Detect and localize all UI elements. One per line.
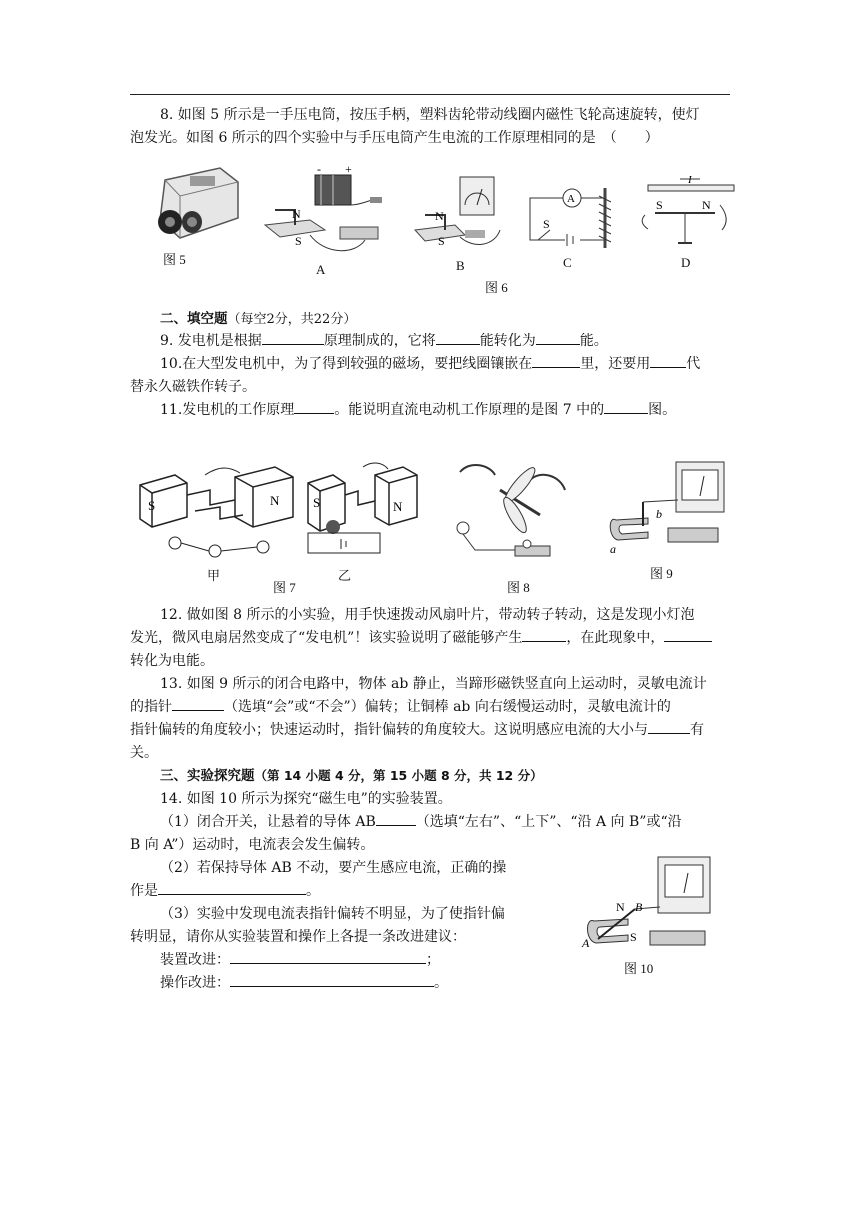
q12-blank-2[interactable] (664, 627, 712, 642)
q14-operation-blank[interactable] (230, 972, 434, 987)
q14-part2: （2）若保持导体 AB 不动，要产生感应电流，正确的操 (160, 860, 507, 876)
figure6-caption: 图 6 (485, 280, 508, 295)
figure6-d-diagram (640, 175, 740, 255)
figure7-yi-diagram (303, 455, 423, 565)
section3-heading (160, 765, 543, 787)
q11-blank-1[interactable] (294, 399, 334, 414)
header-rule (130, 94, 730, 95)
q11-text-a: 11.发电机的工作原理 (160, 402, 295, 418)
q14-part2-line2 (130, 880, 320, 902)
q13-text-a: 的指针 (130, 699, 172, 715)
q9-blank-2[interactable] (436, 330, 480, 345)
q10-text-c: 代 (686, 356, 701, 372)
q13-text-c: 指针偏转的角度较小；快速运动时，指针偏转的角度较大。这说明感应电流的大小与 (130, 722, 648, 738)
q14-p1-text-b: （选填“左右”、“上下”、“沿 A 向 B”或“沿 (415, 814, 682, 830)
q9-text-b: 原理制成的，它将 (323, 333, 436, 349)
figure10-caption: 图 10 (624, 961, 654, 976)
q11-text-b: 。能说明直流电动机工作原理的是图 7 中的 (334, 402, 605, 418)
q9-blank-3[interactable] (536, 330, 580, 345)
q14-blank-1[interactable] (376, 811, 416, 826)
q13-blank-2[interactable] (648, 719, 690, 734)
figure7-jia-diagram (135, 455, 300, 565)
q13-line2 (130, 696, 671, 718)
figure10-s: S (630, 930, 637, 944)
q10-text-b: 里，还要用 (580, 356, 651, 372)
q14-part3-line2: 转明显，请你从实验装置和操作上各提一条改进建议： (130, 929, 466, 945)
q11-text-c: 图。 (648, 402, 677, 418)
section2-title: 二、填空题 (160, 311, 228, 327)
q10-line2: 替永久磁铁作转子。 (130, 379, 256, 395)
q11-blank-2[interactable] (604, 399, 648, 414)
q14-p2-text-c: 。 (306, 883, 320, 899)
figure7-yi-n: N (393, 499, 403, 514)
q11-line (160, 399, 676, 421)
figure8-fan-diagram (445, 460, 575, 575)
figure7-caption: 图 7 (273, 580, 296, 595)
figure6-a-plus: + (345, 162, 352, 176)
q14-part1-line2: B 向 A”）运动时，电流表会发生偏转。 (130, 837, 375, 853)
q12-blank-1[interactable] (522, 627, 566, 642)
figure7-yi-label: 乙 (338, 568, 352, 583)
q13-text-d: 有 (690, 722, 704, 738)
figure6-a-minus: - (317, 162, 321, 176)
q14-device-end: ； (426, 952, 440, 968)
figure6-b-s: S (438, 234, 445, 248)
q13-text-b: （选填“会”或“不会”）偏转；让铜棒 ab 向右缓慢运动时，灵敏电流计的 (224, 699, 671, 715)
section2-heading (160, 308, 356, 331)
figure10-b: B (635, 900, 643, 914)
figure7-jia-label: 甲 (207, 568, 221, 583)
figure6-label-d: D (681, 255, 691, 270)
q14-part1 (160, 811, 682, 833)
q14-part3: （3）实验中发现电流表指针偏转不明显，为了使指针偏 (160, 906, 505, 922)
figure7-yi-s: S (313, 495, 321, 510)
q8-line2: 泡发光。如图 6 所示的四个实验中与手压电筒产生电流的工作原理相同的是 （ ） (130, 130, 659, 146)
figure6-label-a: A (316, 262, 326, 277)
q12-text-b: ，在此现象中， (566, 630, 665, 646)
q14-operation-label: 操作改进： (160, 975, 230, 991)
q14-device-label: 装置改进： (160, 952, 230, 968)
figure10-n: N (616, 900, 625, 914)
figure6-label-b: B (456, 258, 465, 273)
section3-title: 三、实验探究题 (160, 768, 255, 784)
figure9-caption: 图 9 (650, 566, 673, 581)
q14-operation-end: 。 (434, 975, 448, 991)
figure10-diagram (580, 855, 720, 955)
figure10-a: A (582, 936, 590, 950)
figure6-c-s: S (543, 217, 550, 231)
q9-blank-1[interactable] (262, 330, 324, 345)
figure7-jia-s: S (148, 498, 156, 513)
figure6-b-diagram (410, 175, 520, 255)
figure9-label-b: b (656, 507, 662, 521)
figure7-jia-n: N (270, 493, 280, 508)
figure6-a-s: S (295, 234, 302, 248)
q9-line (160, 330, 608, 352)
q12-line3: 转化为电能。 (130, 653, 214, 669)
figure9-label-a: a (610, 542, 616, 556)
figure6-d-current: I (688, 174, 692, 186)
figure6-d-s: S (656, 198, 663, 212)
q9-text-d: 能。 (579, 333, 608, 349)
q9-text-c: 能转化为 (479, 333, 536, 349)
figure6-label-c: C (563, 255, 572, 270)
figure6-a-n: N (292, 207, 301, 221)
section2-note: （每空2分，共22分） (227, 312, 357, 327)
q14-operation-line (160, 972, 448, 994)
q13-line3 (130, 719, 704, 741)
q10-text-a: 10.在大型发电机中，为了得到较强的磁场，要把线圈镶嵌在 (160, 356, 533, 372)
q14-blank-2[interactable] (158, 880, 306, 895)
figure6-d-n: N (702, 198, 711, 212)
q12-text-a: 发光，微风电扇居然变成了“发电机”！该实验说明了磁能够产生 (130, 630, 523, 646)
q9-text-a: 9. 发电机是根据 (160, 333, 262, 349)
q10-blank-2[interactable] (650, 353, 686, 368)
section3-note: （第 14 小题 4 分，第 15 小题 8 分，共 12 分） (254, 768, 543, 783)
figure6-c-ammeter: A (567, 193, 575, 205)
q13-line4: 关。 (130, 745, 158, 761)
figure5-flashlight (150, 160, 245, 250)
q13-blank-1[interactable] (172, 696, 224, 711)
q14-device-blank[interactable] (230, 949, 426, 964)
q14-line1: 14. 如图 10 所示为探究“磁生电”的实验装置。 (160, 791, 452, 807)
figure6-b-n: N (435, 209, 444, 223)
figure5-caption: 图 5 (163, 252, 186, 267)
q13-line1: 13. 如图 9 所示的闭合电路中，物体 ab 静止，当蹄形磁铁竖直向上运动时，灵敏电流计 (160, 676, 707, 692)
q14-p1-text-a: （1）闭合开关，让悬着的导体 AB (160, 814, 376, 830)
q14-p2-text-b: 作是 (130, 883, 158, 899)
figure8-caption: 图 8 (507, 580, 530, 595)
q12-line1: 12. 做如图 8 所示的小实验，用手快速拨动风扇叶片，带动转子转动，这是发现小灯泡 (160, 607, 695, 623)
figure9-diagram (608, 460, 733, 560)
q12-line2 (130, 627, 712, 649)
q10-line1 (160, 353, 700, 375)
q14-device-line (160, 949, 440, 971)
figure6-c-diagram (525, 180, 625, 255)
q8-line1: 8. 如图 5 所示是一手压电筒，按压手柄，塑料齿轮带动线圈内磁性飞轮高速旋转，使灯 (160, 107, 700, 123)
q10-blank-1[interactable] (532, 353, 580, 368)
figure6-a-diagram (255, 162, 395, 265)
